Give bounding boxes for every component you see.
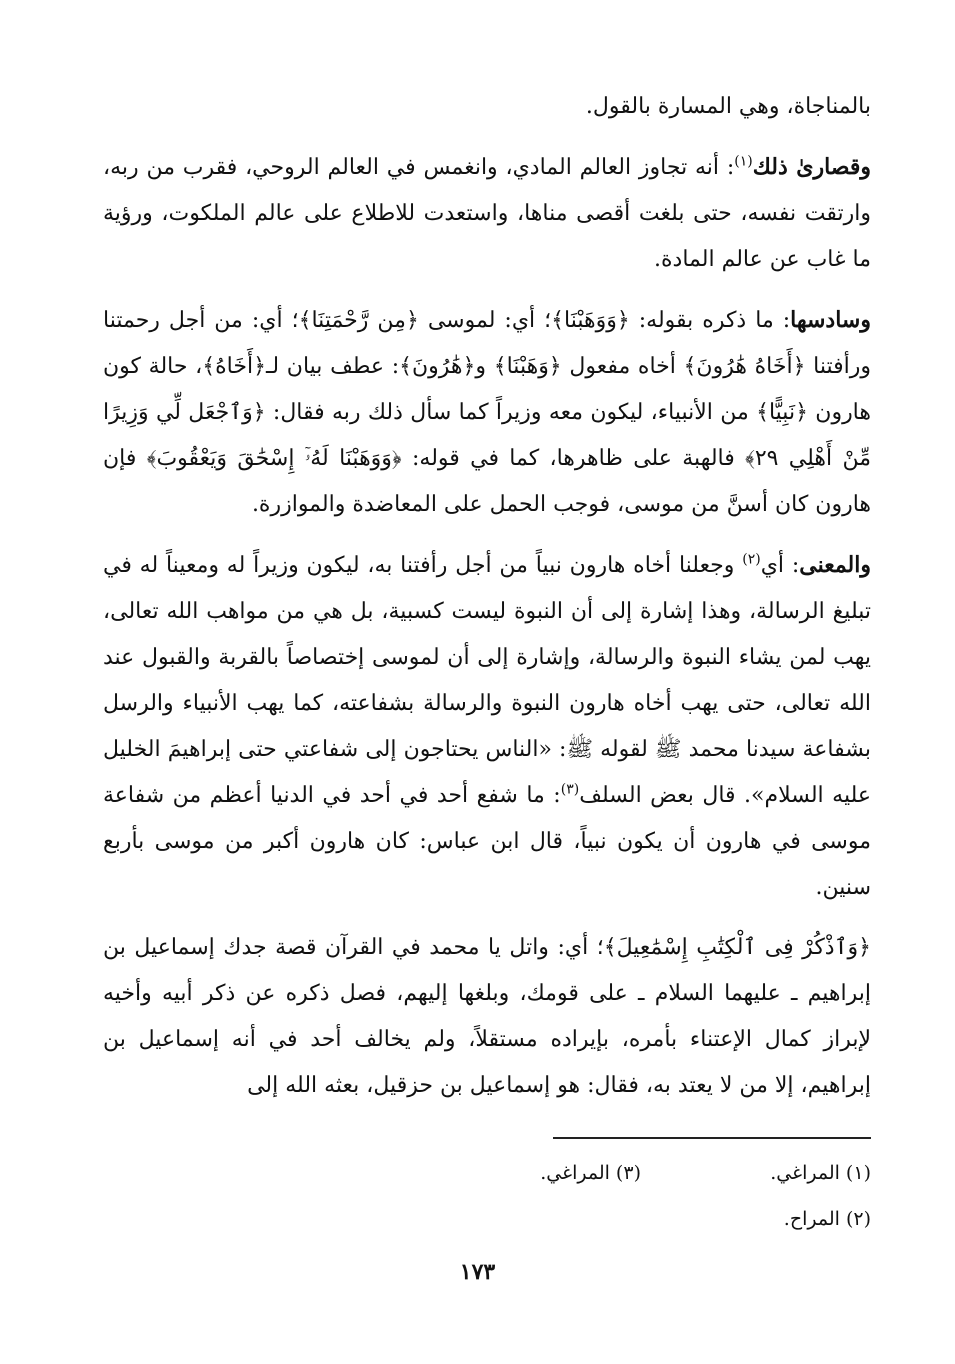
paragraph-opening: [103, 84, 871, 130]
footnote-row: [103, 1150, 871, 1196]
main-text: [103, 84, 871, 1123]
footnote-row: [103, 1196, 871, 1242]
page-number: ١٧٣: [459, 1259, 496, 1285]
paragraph-qusara: [103, 144, 871, 283]
footnote-ref-2: (٢): [742, 551, 761, 568]
paragraph-almana-text-a: : أي: [760, 553, 800, 578]
paragraph-almana-text-c: : ما شفع أحد في أحد في الدنيا أعظم من شفاعة موسى في هارون أن يكون نبياً، قال ابن عباس: كان هارون أكبر من موسى بأربع سنين.: [103, 783, 871, 900]
paragraph-qusara-text: : أنه تجاوز العالم المادي، وانغمس في العالم الروحي، فقرب من ربه، وارتقت نفسه، حتى بلغت أقصى مناها، واستعدت للاطلاع على عالم الملكوت، ورؤية ما غاب عن عالم المادة.: [103, 155, 871, 272]
paragraph-qusara-lead: وقصارىٰ ذلك: [752, 154, 872, 180]
footnote-2: (٢) المراح.: [783, 1208, 871, 1230]
footnote-3: (٣) المراغي.: [540, 1162, 641, 1184]
footnote-divider: [553, 1137, 871, 1139]
paragraph-almana: [103, 542, 871, 911]
footnote-1: (١) المراغي.: [770, 1162, 871, 1184]
footnotes: [103, 1150, 871, 1242]
footnote-ref-3: (٣): [560, 781, 580, 798]
paragraph-almana-lead: والمعنى: [799, 552, 871, 578]
paragraph-opening-text: بالمناجاة، وهي المسارة بالقول.: [585, 94, 871, 119]
paragraph-sadisuha: [103, 297, 871, 528]
paragraph-sadisuha-text: : ما ذكره بقوله: ﴿وَوَهَبْنَا﴾؛ أي: لموسى ﴿مِن رَّحْمَتِنَا﴾؛ أي: من أجل رحمتنا ورأفتنا ﴿أَخَاهُ هَٰرُونَ﴾ أخاه مفعول ﴿وَهَبْنَا﴾ و﴿هَٰرُونَ﴾: عطف بيان لـ﴿أَخَاهُ﴾، حالة كون هارون ﴿نَبِيًّا﴾ من الأنبياء، ليكون معه وزيراً كما سأل ذلك ربه فقال: ﴿وَٱجْعَل لِّي وَزِيرًا مِّنْ أَهْلِي ٢٩﴾ فالهبة على ظاهرها، كما في قوله: ﴿وَوَهَبْنَا لَهُۥٓ إِسْحَٰقَ وَيَعْقُوبَ﴾ فإن هارون كان أسنَّ من موسى، فوجب الحمل على المعاضدة والموازرة.: [103, 308, 872, 517]
paragraph-almana-text-b: وجعلنا أخاه هارون نبياً من أجل رأفتنا به، ليكون وزيراً له ومعيناً له في تبليغ الرسالة، وهذا إشارة إلى أن النبوة ليست كسبية، بل هي من مواهب الله تعالى، يهب لمن يشاء النبوة والرسالة، وإشارة إلى أن لموسى إختصاصاً بالقربة والقبول عند الله تعالى، حتى يهب أخاه هارون النبوة والرسالة بشفاعته، كما يهب الأنبياء والرسل بشفاعة سيدنا محمد ﷺ لقوله ﷺ: «الناس يحتاجون إلى شفاعتي حتى إبراهيمَ الخليل عليه السلام». قال بعض السلف: [103, 553, 871, 808]
footnote-ref-1: (١): [734, 153, 753, 170]
paragraph-ismail: [103, 925, 871, 1109]
paragraph-ismail-text: ﴿وَٱذْكُرْ فِى ٱلْكِتَٰبِ إِسْمَٰعِيلَ﴾؛ أي: واتل يا محمد في القرآن قصة جدك إسماعيل بن إبراهيم ـ عليهما السلام ـ على قومك، وبلغها إليهم، فصل ذكره عن ذكر أبيه وأخيه لإبراز كمال الإعتناء بأمره، بإيراده مستقلاً، ولم يخالف أحد في أنه إسماعيل بن إبراهيم، إلا من لا يعتد به، فقال: هو إسماعيل بن حزقيل، بعثه الله إلى: [103, 935, 871, 1098]
paragraph-sadisuha-lead: وسادسها: [790, 307, 871, 333]
